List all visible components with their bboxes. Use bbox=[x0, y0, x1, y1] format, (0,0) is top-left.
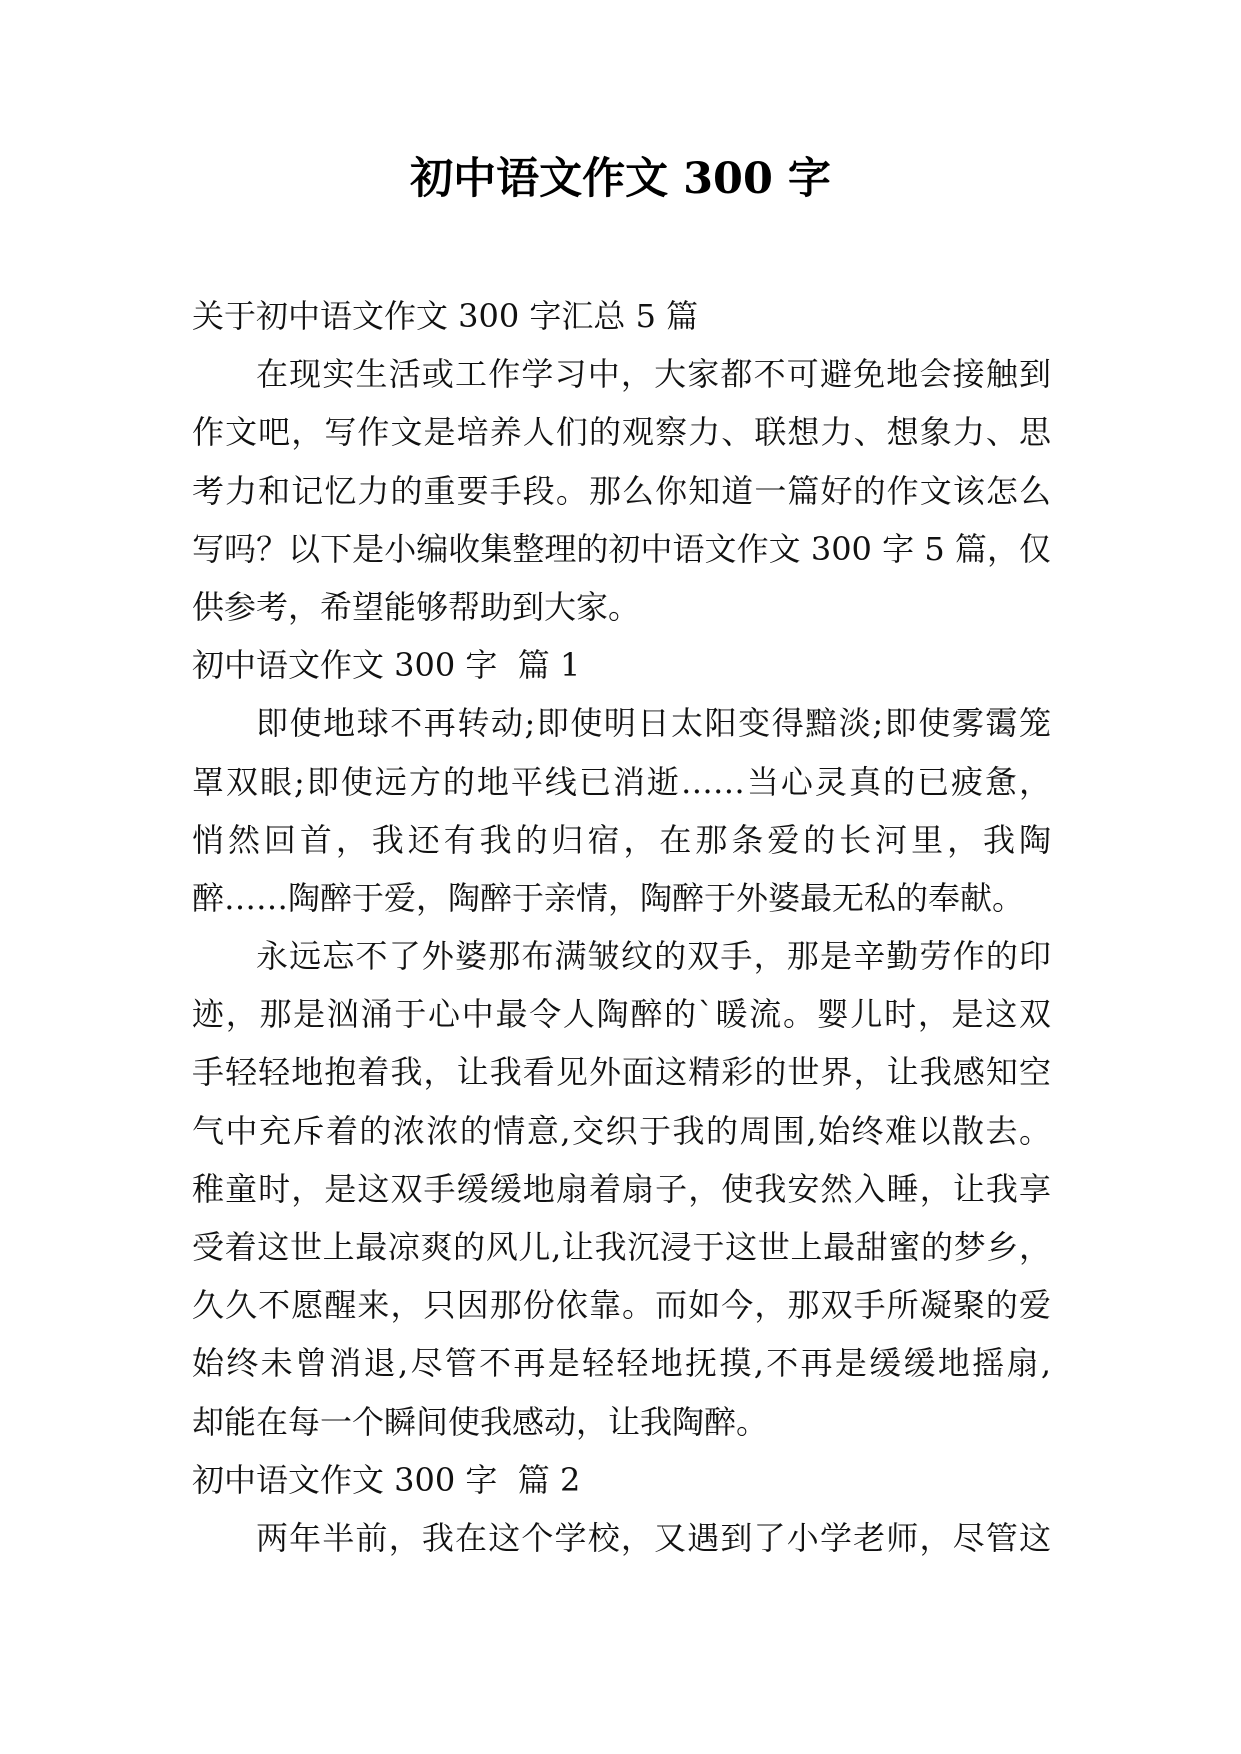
paragraph-line: 稚童时，是这双手缓缓地扇着扇子，使我安然入睡，让我享 bbox=[192, 1169, 1051, 1208]
paragraph-line: 久久不愿醒来，只因那份依靠。而如今，那双手所凝聚的爱 bbox=[192, 1286, 1051, 1325]
essay-heading: 初中语文作文 300 字 篇 2 bbox=[192, 1460, 581, 1499]
paragraph-line: 手轻轻地抱着我，让我看见外面这精彩的世界，让我感知空 bbox=[192, 1053, 1051, 1092]
document-title: 初中语文作文 300 字 bbox=[410, 154, 831, 204]
paragraph-line: 作文吧，写作文是培养人们的观察力、联想力、想象力、思 bbox=[192, 413, 1051, 452]
paragraph-line: 在现实生活或工作学习中，大家都不可避免地会接触到 bbox=[256, 355, 1051, 394]
intro-paragraph bbox=[192, 345, 1051, 636]
paragraph-line: 却能在每一个瞬间使我感动，让我陶醉。 bbox=[192, 1402, 769, 1441]
paragraph-line: 气中充斥着的浓浓的情意,交织于我的周围,始终难以散去。 bbox=[192, 1111, 1051, 1150]
paragraph-line: 迹，那是汹涌于心中最令人陶醉的`暖流。婴儿时，是这双 bbox=[192, 995, 1051, 1034]
essay-2 bbox=[192, 1451, 1051, 1567]
paragraph-line: 即使地球不再转动;即使明日太阳变得黯淡;即使雾霭笼 bbox=[256, 704, 1051, 743]
document-subtitle: 关于初中语文作文 300 字汇总 5 篇 bbox=[192, 297, 699, 335]
essay-heading: 初中语文作文 300 字 篇 1 bbox=[192, 646, 581, 685]
essay-1 bbox=[192, 636, 1051, 1451]
paragraph-line: 供参考，希望能够帮助到大家。 bbox=[192, 587, 641, 626]
paragraph-line: 两年半前，我在这个学校，又遇到了小学老师，尽管这 bbox=[256, 1518, 1051, 1557]
paragraph-line: 罩双眼;即使远方的地平线已消逝……当心灵真的已疲惫， bbox=[192, 762, 1051, 801]
paragraph-line: 始终未曾消退,尽管不再是轻轻地抚摸,不再是缓缓地摇扇, bbox=[192, 1344, 1051, 1383]
essay-paragraph bbox=[192, 1509, 1051, 1567]
paragraph-line: 受着这世上最凉爽的风儿,让我沉浸于这世上最甜蜜的梦乡， bbox=[192, 1228, 1051, 1266]
document-body bbox=[192, 287, 1051, 1567]
paragraph-line: 悄然回首，我还有我的归宿，在那条爱的长河里，我陶 bbox=[192, 820, 1051, 859]
essay-paragraph bbox=[192, 927, 1051, 1451]
paragraph-line: 考力和记忆力的重要手段。那么你知道一篇好的作文该怎么 bbox=[192, 471, 1051, 510]
paragraph-line: 写吗？以下是小编收集整理的初中语文作文 300 字 5 篇，仅 bbox=[192, 529, 1051, 568]
paragraph-line: 永远忘不了外婆那布满皱纹的双手，那是辛勤劳作的印 bbox=[256, 937, 1051, 976]
essay-paragraph bbox=[192, 694, 1051, 927]
paragraph-line: 醉……陶醉于爱，陶醉于亲情，陶醉于外婆最无私的奉献。 bbox=[192, 878, 1025, 917]
